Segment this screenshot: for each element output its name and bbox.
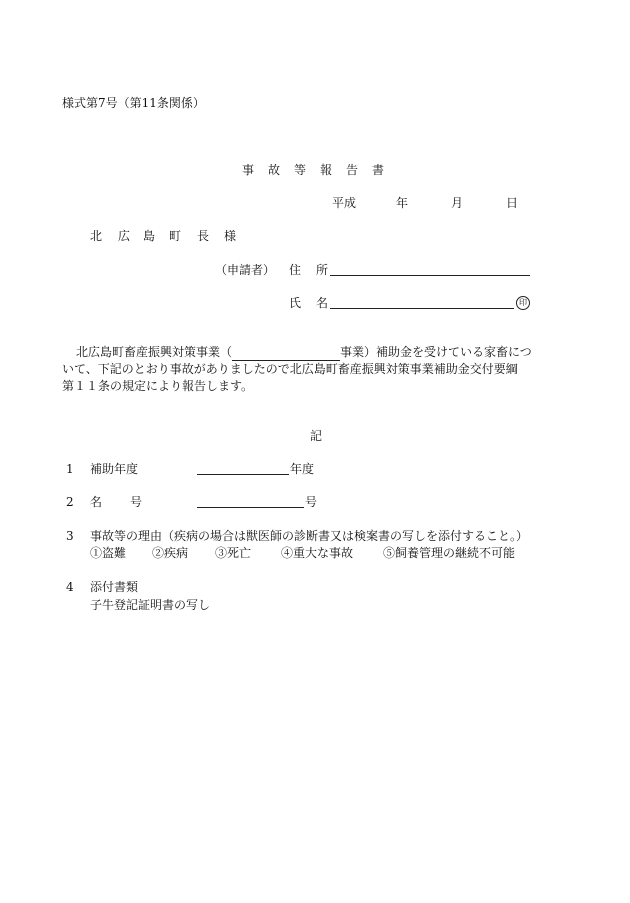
address-label-char: 住 — [289, 263, 302, 277]
name-field[interactable] — [330, 296, 514, 309]
reason-option-theft[interactable]: ①盗難 — [90, 546, 127, 560]
date-year: 年 — [396, 196, 409, 210]
reason-option-major-accident[interactable]: ④重大な事故 — [281, 546, 354, 560]
title-char: 等 — [294, 163, 307, 177]
ki-heading: 記 — [310, 429, 323, 443]
addressee-char: 島 — [143, 229, 156, 243]
accident-reason-label: 事故等の理由（疾病の場合は獣医師の診断書又は検案書の写しを添付すること。） — [90, 529, 529, 543]
seal-mark: 印 — [516, 296, 530, 310]
attachments-label: 添付書類 — [90, 580, 139, 594]
name-label-char: 氏 — [289, 296, 302, 310]
statement-line-3: 第１１条の規定により報告します。 — [62, 379, 254, 393]
name-number-suffix: 号 — [305, 495, 318, 509]
address-label-char: 所 — [316, 263, 329, 277]
item-number: 1 — [66, 462, 74, 476]
name-label-char: 名 — [316, 296, 329, 310]
item-number: 2 — [66, 495, 74, 509]
name-number-field[interactable] — [197, 495, 304, 508]
subsidy-year-field[interactable] — [197, 462, 289, 475]
title-char: 書 — [372, 163, 385, 177]
item-number: 4 — [66, 580, 74, 594]
date-era: 平成 — [332, 196, 357, 210]
title-char: 報 — [320, 163, 333, 177]
applicant-label: （申請者） — [215, 263, 276, 277]
addressee-char: 様 — [224, 229, 237, 243]
title-char: 事 — [242, 163, 255, 177]
project-name-field[interactable] — [232, 348, 340, 361]
statement-line-1: 北広島町畜産振興対策事業（ 事業）補助金を受けている家畜につ — [76, 345, 532, 359]
addressee-char: 町 — [169, 229, 182, 243]
statement-line-2: いて、下記のとおり事故がありましたので北広島町畜産振興対策事業補助金交付要綱 — [62, 362, 518, 376]
report-statement — [62, 344, 567, 395]
date-day: 日 — [506, 196, 519, 210]
addressee-char: 広 — [118, 229, 131, 243]
name-number-label-char: 号 — [130, 495, 143, 509]
reason-option-death[interactable]: ③死亡 — [215, 546, 252, 560]
address-field[interactable] — [330, 263, 530, 276]
addressee-char: 長 — [197, 229, 210, 243]
date-month: 月 — [451, 196, 464, 210]
title-char: 故 — [268, 163, 281, 177]
attachments-value: 子牛登記証明書の写し — [90, 598, 211, 612]
reason-option-disease[interactable]: ②疾病 — [152, 546, 189, 560]
subsidy-year-label: 補助年度 — [90, 462, 139, 476]
addressee-char: 北 — [90, 229, 103, 243]
form-number: 様式第7号（第11条関係） — [62, 96, 205, 110]
title-char: 告 — [346, 163, 359, 177]
reason-option-discontinued[interactable]: ⑤飼養管理の継続不可能 — [383, 546, 516, 560]
item-number: 3 — [66, 529, 74, 543]
subsidy-year-suffix: 年度 — [290, 462, 315, 476]
name-number-label-char: 名 — [90, 495, 103, 509]
